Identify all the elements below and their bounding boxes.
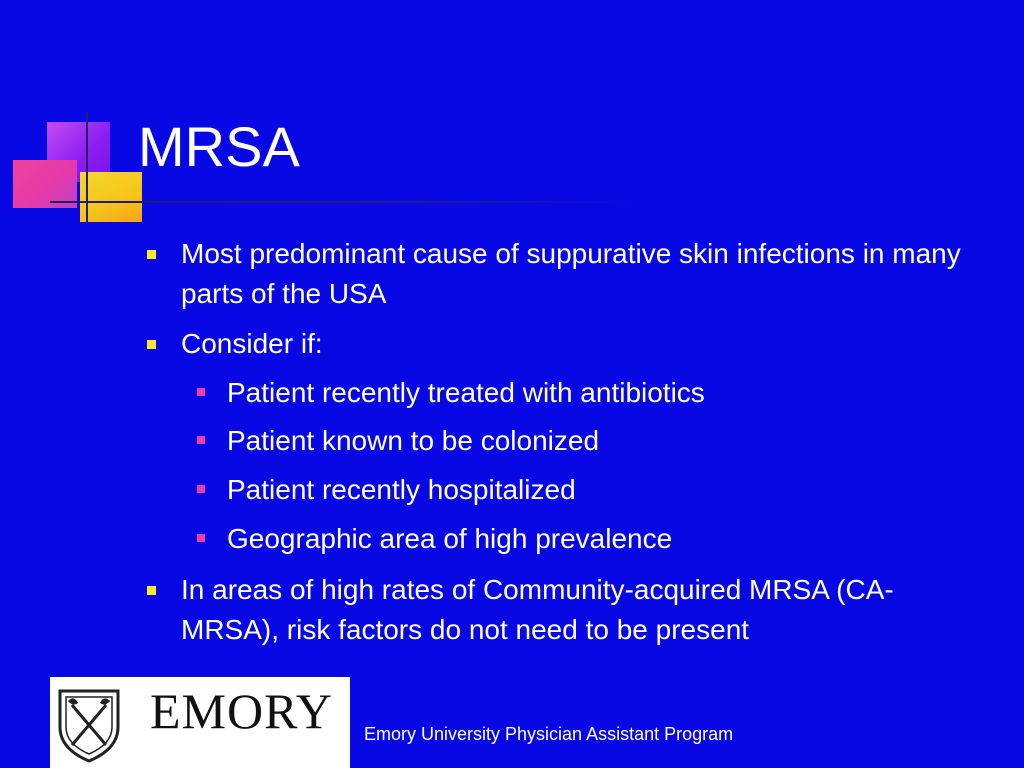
bullet-item: [181, 234, 961, 314]
bullet-text: Patient recently hospitalized: [227, 474, 576, 505]
bullet-item: [181, 324, 961, 364]
bullet-item: [181, 570, 981, 650]
sub-bullet-item: [227, 373, 967, 413]
bullet-text: Geographic area of high prevalence: [227, 523, 673, 554]
emory-shield-torch-icon: [54, 687, 124, 763]
sub-bullet-item: [227, 519, 967, 559]
square-bullet-icon: [147, 250, 156, 259]
square-bullet-icon: [197, 485, 205, 493]
decor-square-yellow: [80, 172, 142, 222]
emory-logo: [50, 677, 350, 768]
bullet-text: Most predominant cause of suppurative skin infections in many parts of the USA: [181, 238, 961, 309]
footer-text: Emory University Physician Assistant Program: [364, 724, 734, 744]
bullet-text: Patient known to be colonized: [227, 425, 600, 456]
square-bullet-icon: [197, 436, 205, 444]
sub-bullet-item: [227, 470, 967, 510]
square-bullet-icon: [197, 534, 205, 542]
square-bullet-icon: [197, 388, 205, 396]
bullet-text: In areas of high rates of Community-acquired MRSA (CA-MRSA), risk factors do not need to be present: [181, 574, 894, 645]
square-bullet-icon: [147, 340, 156, 349]
bullet-text: Consider if:: [181, 328, 323, 359]
decor-line-vertical: [86, 112, 88, 222]
decor-line-horizontal: [50, 201, 650, 203]
slide-title: MRSA: [138, 115, 300, 178]
logo-wordmark: EMORY: [150, 683, 333, 739]
bullet-text: Patient recently treated with antibiotics: [227, 377, 705, 408]
square-bullet-icon: [147, 586, 156, 595]
sub-bullet-item: [227, 421, 967, 461]
